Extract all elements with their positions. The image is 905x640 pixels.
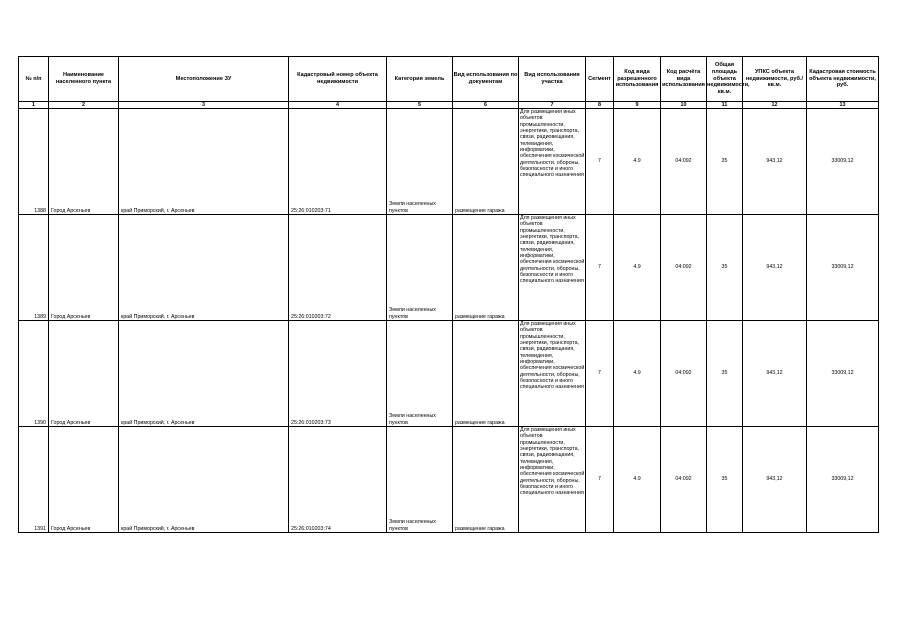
column-number-row — [19, 102, 879, 109]
header-cell-doc-use: Вид использования по документам — [453, 57, 519, 102]
row-upks: 943,12 — [743, 321, 807, 427]
column-number: 8 — [586, 102, 614, 109]
row-permitted-code: 4.9 — [614, 321, 661, 427]
header-cell-permitted-code: Код вида разрешенного использования — [614, 57, 661, 102]
row-value: 33009,12 — [807, 109, 879, 215]
row-calc-code: 04:092 — [661, 215, 707, 321]
row-calc-code: 04:092 — [661, 321, 707, 427]
table-row — [19, 427, 879, 533]
column-number: 3 — [119, 102, 289, 109]
row-doc-use: размещение гаража — [453, 427, 519, 533]
row-location: край Приморский, г. Арсеньев — [119, 321, 289, 427]
row-cadastral: 25:26:010203:73 — [289, 321, 387, 427]
row-category: Земли населенных пунктов — [387, 427, 453, 533]
row-category: Земли населенных пунктов — [387, 215, 453, 321]
column-number: 5 — [387, 102, 453, 109]
column-number: 6 — [453, 102, 519, 109]
row-category: Земли населенных пунктов — [387, 321, 453, 427]
row-segment: 7 — [586, 321, 614, 427]
row-plot-use: Для размещения иных объектов промышленности, энергетики, транспорта, связи, радиовещания, телевидения, информатики, обеспечения космической деятельности, обороны, безопасности и иного специального назначения — [519, 215, 586, 321]
header-cell-calc-code: Код расчёта вида использования — [661, 57, 707, 102]
row-value: 33009,12 — [807, 321, 879, 427]
row-segment: 7 — [586, 427, 614, 533]
column-number: 9 — [614, 102, 661, 109]
row-plot-use: Для размещения иных объектов промышленности, энергетики, транспорта, связи, радиовещания, телевидения, информатики, обеспечения космической деятельности, обороны, безопасности и иного специального назначения — [519, 427, 586, 533]
row-area: 35 — [707, 109, 743, 215]
column-number: 7 — [519, 102, 586, 109]
row-num: 1390 — [19, 321, 49, 427]
row-area: 35 — [707, 215, 743, 321]
row-area: 35 — [707, 427, 743, 533]
row-permitted-code: 4.9 — [614, 109, 661, 215]
row-cadastral: 25:26:010203:74 — [289, 427, 387, 533]
header-cell-area: Общая площадь объекта недвижимости, кв.м. — [707, 57, 743, 102]
row-doc-use: размещение гаража — [453, 109, 519, 215]
row-calc-code: 04:092 — [661, 427, 707, 533]
row-value: 33009,12 — [807, 427, 879, 533]
row-num: 1391 — [19, 427, 49, 533]
table-row — [19, 321, 879, 427]
column-number: 1 — [19, 102, 49, 109]
header-cell-num: № п/п — [19, 57, 49, 102]
row-settlement: Город Арсеньев — [49, 321, 119, 427]
header-row — [19, 57, 879, 102]
header-cell-value: Кадастровая стоимость объекта недвижимости, руб. — [807, 57, 879, 102]
row-location: край Приморский, г. Арсеньев — [119, 427, 289, 533]
table-row — [19, 215, 879, 321]
row-location: край Приморский, г. Арсеньев — [119, 215, 289, 321]
row-doc-use: размещение гаража — [453, 321, 519, 427]
header-cell-cadastral: Кадастровый номер объекта недвижимости — [289, 57, 387, 102]
row-category: Земли населенных пунктов — [387, 109, 453, 215]
header-cell-segment: Сегмент — [586, 57, 614, 102]
column-number: 11 — [707, 102, 743, 109]
row-area: 35 — [707, 321, 743, 427]
column-number: 10 — [661, 102, 707, 109]
row-settlement: Город Арсеньев — [49, 427, 119, 533]
row-cadastral: 25:26:010203:72 — [289, 215, 387, 321]
column-number: 4 — [289, 102, 387, 109]
row-location: край Приморский, г. Арсеньев — [119, 109, 289, 215]
column-number: 2 — [49, 102, 119, 109]
row-segment: 7 — [586, 215, 614, 321]
row-plot-use: Для размещения иных объектов промышленности, энергетики, транспорта, связи, радиовещания, телевидения, информатики, обеспечения космической деятельности, обороны, безопасности и иного специального назначения — [519, 321, 586, 427]
row-plot-use: Для размещения иных объектов промышленности, энергетики, транспорта, связи, радиовещания, телевидения, информатики, обеспечения космической деятельности, обороны, безопасности и иного специального назначения — [519, 109, 586, 215]
row-segment: 7 — [586, 109, 614, 215]
header-cell-upks: УПКС объекта недвижимости, руб./кв.м. — [743, 57, 807, 102]
header-cell-location: Местоположение ЗУ — [119, 57, 289, 102]
row-cadastral: 25:26:010203:71 — [289, 109, 387, 215]
row-upks: 943,12 — [743, 109, 807, 215]
row-settlement: Город Арсеньев — [49, 109, 119, 215]
header-cell-category: Категория земель — [387, 57, 453, 102]
table-row — [19, 109, 879, 215]
column-number: 12 — [743, 102, 807, 109]
row-permitted-code: 4.9 — [614, 427, 661, 533]
row-value: 33009,12 — [807, 215, 879, 321]
row-num: 1388 — [19, 109, 49, 215]
row-upks: 943,12 — [743, 215, 807, 321]
row-num: 1389 — [19, 215, 49, 321]
column-number: 13 — [807, 102, 879, 109]
row-upks: 943,12 — [743, 427, 807, 533]
row-settlement: Город Арсеньев — [49, 215, 119, 321]
row-permitted-code: 4.9 — [614, 215, 661, 321]
cadastral-table — [18, 56, 879, 533]
row-calc-code: 04:092 — [661, 109, 707, 215]
header-cell-settlement: Наименование населенного пункта — [49, 57, 119, 102]
header-cell-plot-use: Вид использования участка — [519, 57, 586, 102]
row-doc-use: размещение гаража — [453, 215, 519, 321]
